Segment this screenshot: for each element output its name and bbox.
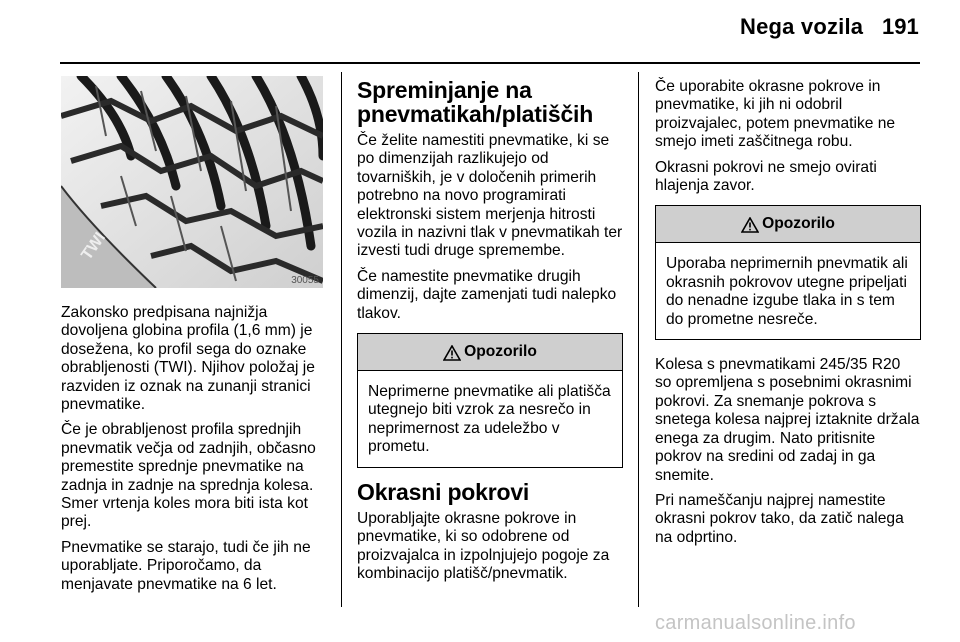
- page-header-title: Nega vozila: [740, 14, 864, 39]
- column-divider-1: [341, 72, 342, 607]
- tire-tread-illustration: [61, 76, 323, 288]
- col1-paragraph-1: Zakonsko predpisana najnižja dovoljena globina profila (1,6 mm) je dosežena, ko profil sega do oznake obrabljenosti (TWI). Njihov položaj je razviden iz oznak na zunanji stranici pnevmatike.: [61, 304, 315, 414]
- page-number: 191: [882, 14, 919, 39]
- warning-header-1: [358, 334, 622, 371]
- header-rule: [60, 62, 920, 64]
- column-divider-2: [638, 72, 639, 607]
- col3-paragraph-3: Kolesa s pnevmatikami 245/35 R20 so opremljena s posebnimi okrasnimi pokrovi. Za snemanje pokrova s snetega kolesa najprej iztaknite držala enega za drugim. Nato pritisnite pokrov na sredini od zadaj in ga snemite.: [655, 356, 920, 484]
- col2-paragraph-2: Če namestite pnevmatike drugih dimenzij, dajte zamenjati tudi nalepko tlakov.: [357, 267, 617, 322]
- col3-paragraph-2: Okrasni pokrovi ne smejo ovirati hlajenja zavor.: [655, 158, 877, 195]
- heading-hubcaps: Okrasni pokrovi: [357, 478, 530, 505]
- col2-paragraph-1: Če želite namestiti pnevmatike, ki se po dimenzijah razlikujejo od tovarniških, je v določenih primerih potrebno na novo programirati elektronski sistem merjenja hitrosti vozila in nazivni tlak v pnevmatikah ter izvesti tudi druge spremembe.: [357, 132, 623, 260]
- watermark: carmanualsonline.info: [655, 612, 856, 634]
- col1-paragraph-2: Če je obrabljenost profila sprednjih pnevmatik večja od zadnjih, občasno premestite sprednje pnevmatike na zadnja in zadnje na sprednja kolesa. Smer vrtenja koles mora biti ista kot prej.: [61, 421, 316, 531]
- warning-title-2: Opozorilo: [762, 215, 835, 233]
- warning-box-2: [655, 205, 921, 340]
- figure-number: 30055: [291, 275, 319, 286]
- warning-text-1: Neprimerne pnevmatike ali platišča utegnejo biti vzrok za nesrečo in neprimernost za udeležbo v prometu.: [368, 383, 611, 456]
- warning-triangle-icon: [741, 217, 759, 233]
- warning-title-1: Opozorilo: [464, 342, 537, 360]
- column-2: [357, 78, 623, 590]
- warning-header-2: [656, 206, 920, 243]
- col3-paragraph-4: Pri nameščanju najprej namestite okrasni pokrov tako, da zatič nalega na odprtino.: [655, 491, 904, 546]
- column-1: [61, 304, 333, 601]
- column-3: [655, 78, 921, 554]
- warning-box-1: [357, 333, 623, 468]
- tire-tread-figure: [61, 76, 323, 288]
- heading-tire-changes: Spreminjanje na pnevmatikah/platiščih: [357, 77, 594, 127]
- col3-paragraph-1: Če uporabite okrasne pokrove in pnevmatike, ki jih ni odobril proizvajalec, potem pnevmatike ne smejo imeti zaščitnega robu.: [655, 78, 896, 151]
- col2-paragraph-3: Uporabljajte okrasne pokrove in pnevmatike, ki so odobrene od proizvajalca in izpolnjujejo pogoje za kombinacijo platišč/pnevmatik.: [357, 509, 610, 582]
- warning-triangle-icon: [443, 345, 461, 361]
- twi-mark: TWI: [78, 229, 110, 264]
- col1-paragraph-3: Pnevmatike se starajo, tudi če jih ne uporabljate. Priporočamo, da menjavate pnevmatike na 6 let.: [61, 538, 311, 593]
- warning-text-2: Uporaba neprimernih pnevmatik ali okrasnih pokrovov utegne pripeljati do nenadne izgube tlaka in s tem do prometne nesreče.: [666, 255, 908, 328]
